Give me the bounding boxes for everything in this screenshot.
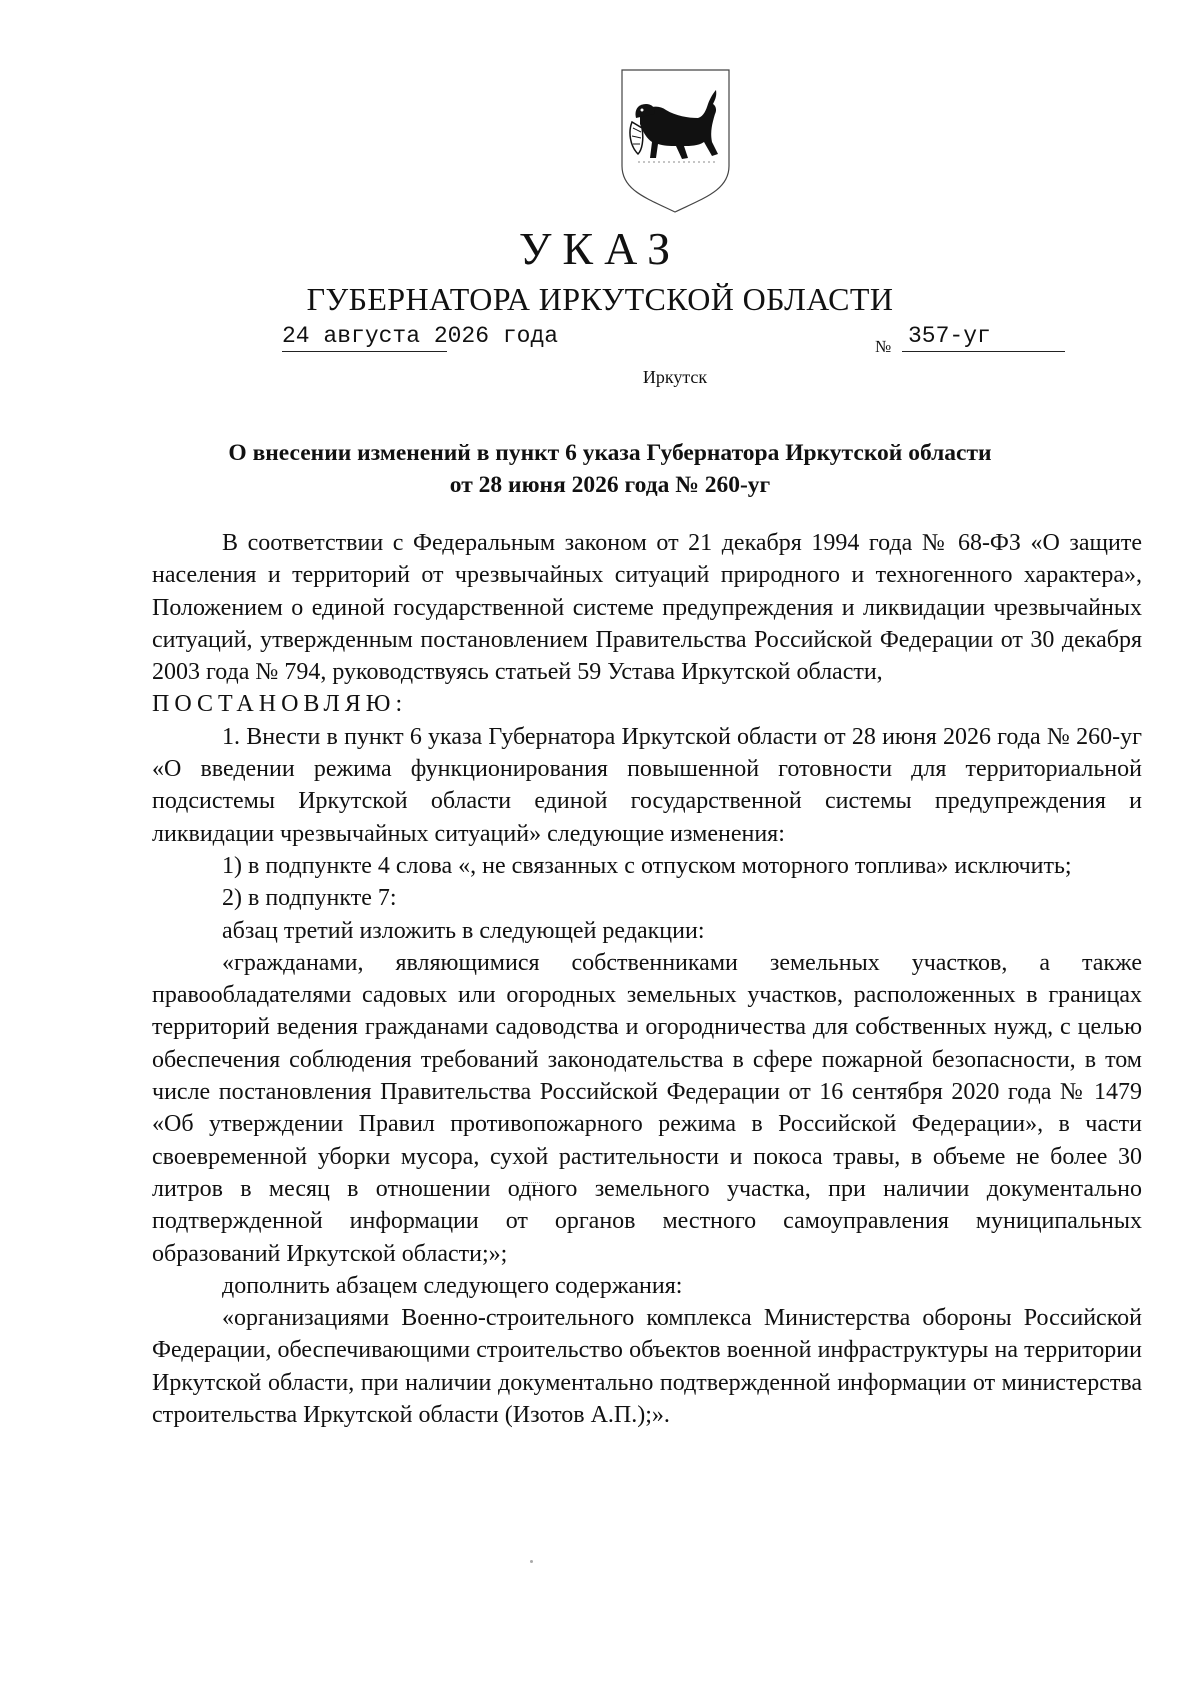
heading-line-2: от 28 июня 2026 года № 260-уг xyxy=(449,472,771,498)
document-city: Иркутск xyxy=(642,367,708,387)
document-body xyxy=(152,527,1142,1431)
preamble-paragraph: В соответствии с Федеральным законом от 21 декабря 1994 года № 68-ФЗ «О защите населения и территорий от чрезвычайных ситуаций природного и техногенного характера», Положением о единой государственной системе предупреждения и ликвидации чрезвычайных ситуаций, утвержденным постановлением Правительства Российской Федерации от 30 декабря 2003 года № 794, руководствуясь статьей 59 Устава Иркутской области, xyxy=(152,530,1142,686)
document-date: 24 августа 2026 года xyxy=(282,321,447,352)
document-heading xyxy=(150,437,1070,501)
addition-text: «организациями Военно-строительного комплекса Министерства обороны Российской Федерации, обеспечивающими строительство объектов военной инфраструктуры на территории Иркутской области, при наличии документально подтвержденной информации от министерства строительства Иркутской области (Изотов А.П.);». xyxy=(152,1305,1142,1429)
number-sign: № xyxy=(875,337,892,356)
abstract-three-intro: абзац третий изложить в следующей редакции: xyxy=(222,917,705,944)
scan-dot xyxy=(530,1560,533,1563)
document-title: УКАЗ xyxy=(518,223,682,274)
document-issuer: ГУБЕРНАТОРА ИРКУТСКОЙ ОБЛАСТИ xyxy=(306,281,894,317)
abstract-three-text: «гражданами, являющимися собственниками земельных участков, а также правообладателями садовых или огородных земельных участков, расположенных в границах территорий ведения гражданами садоводства и огородничества для собственных нужд, с целью обеспечения соблюдения требований законодательства в сфере пожарной безопасности, в том числе постановления Правительства Российской Федерации от 16 сентября 2020 года № 1479 «Об утверждении Правил противопожарного режима в Российской Федерации», в части своевременной уборки мусора, сухой растительности и покоса травы, в объеме не более 30 литров в месяц в отношении одного земельного участка, при наличии документально подтвержденной информации от органов местного самоуправления муниципальных образований Иркутской области;»; xyxy=(152,949,1142,1267)
resolve-word: ПОСТАНОВЛЯЮ: xyxy=(152,691,408,718)
document-number: 357-уг xyxy=(902,321,1065,352)
subitem-1-paragraph: 1) в подпункте 4 слова «, не связанных с отпуском моторного топлива» исключить; xyxy=(222,852,1072,879)
coat-of-arms-emblem xyxy=(618,66,733,214)
item-1-paragraph: 1. Внести в пункт 6 указа Губернатора Иркутской области от 28 июня 2026 года № 260-уг «О введении режима функционирования повышенной готовности для территориальной подсистемы Иркутской области единой государственной системы предупреждения и ликвидации чрезвычайных ситуаций» следующие изменения: xyxy=(152,723,1142,847)
scan-speck xyxy=(528,1182,542,1183)
addition-intro: дополнить абзацем следующего содержания: xyxy=(222,1272,683,1299)
subitem-2-paragraph: 2) в подпункте 7: xyxy=(222,885,397,912)
heading-line-1: О внесении изменений в пункт 6 указа Губернатора Иркутской области xyxy=(228,440,992,466)
